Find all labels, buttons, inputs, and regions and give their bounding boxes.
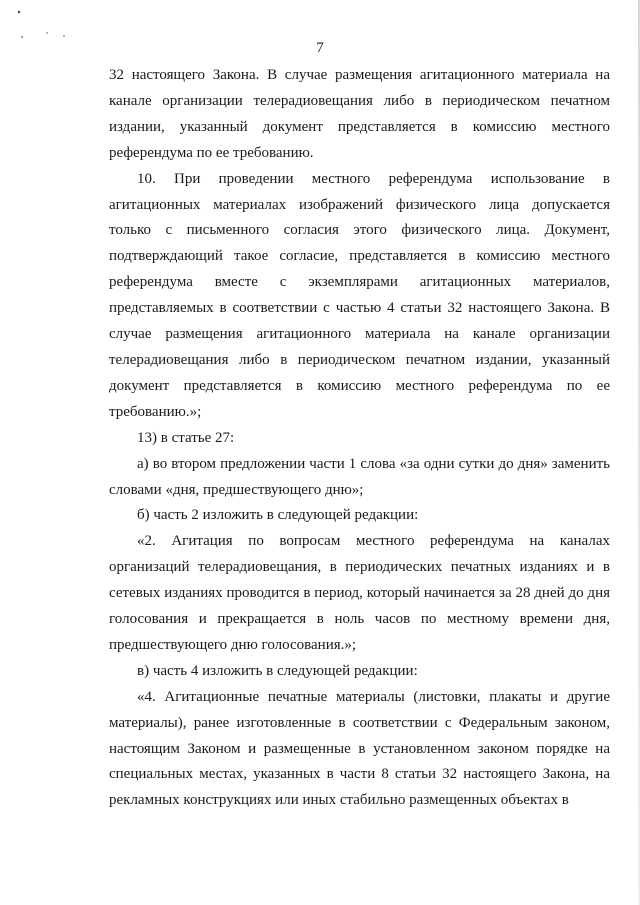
- paragraph: 13) в статье 27:: [137, 429, 235, 446]
- paragraph: б) часть 2 изложить в следующей редакции:: [137, 507, 419, 524]
- paragraph: 32 настоящего Закона. В случае размещения агитационного материала на канале организации телерадиовещания либо в периодическом печатном издании, указанный документ представляется в комиссию местного референдума по ее требованию.: [109, 67, 610, 161]
- paragraph: в) часть 4 изложить в следующей редакции:: [137, 662, 418, 679]
- document-body: [109, 63, 610, 814]
- page-number: 7: [316, 40, 324, 56]
- paragraph: а) во втором предложении части 1 слова «за одни сутки до дня» заменить словами «дня, предшествующего дню»;: [109, 455, 610, 498]
- paragraph: «4. Агитационные печатные материалы (листовки, плакаты и другие материалы), ранее изготовленные в соответствии с Федеральным законом, настоящим Законом и размещенные в установленном законом порядке на специальных местах, указанных в части 8 статьи 32 настоящего Закона, на рекламных конструкциях или иных стабильно размещенных объектах в: [109, 688, 610, 809]
- paragraph: 10. При проведении местного референдума использование в агитационных материалах изображений физического лица допускается только с письменного согласия этого физического лица. Документ, подтверждающий такое согласие, представляется в комиссию местного референдума вместе с экземплярами агитационных материалов, представляемых в соответствии с частью 4 статьи 32 настоящего Закона. В случае размещения агитационного материала на канале организации телерадиовещания либо в периодическом печатном издании, указанный документ представляется в комиссию местного референдума по ее требованию.»;: [109, 170, 610, 420]
- paragraph: «2. Агитация по вопросам местного референдума на каналах организаций телерадиовещания, в периодических печатных изданиях и в сетевых изданиях проводится в период, который начинается за 28 дней до дня голосования и прекращается в ноль часов по местному времени дня, предшествующего дню голосования.»;: [109, 533, 610, 653]
